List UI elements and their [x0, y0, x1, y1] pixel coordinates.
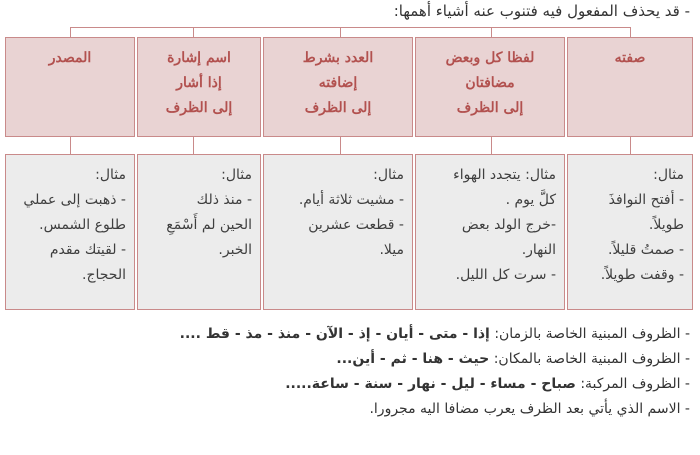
category-title-line: المصدر [48, 50, 92, 66]
notes-section [10, 322, 690, 422]
note-items: صباح - مساء - ليل - نهار - سنة - ساعة..... [285, 376, 576, 392]
example-box-sifa [567, 154, 693, 310]
example-line: - أفتح النوافذَ [608, 192, 684, 208]
example-line: مثال: [653, 167, 684, 183]
category-box-demonstrative [137, 37, 261, 137]
category-title-line: إلى الظرف [456, 100, 524, 116]
note-line [10, 347, 690, 372]
example-line: - ذهبت إلى عملي [23, 192, 126, 208]
example-line: كلَّ يوم . [505, 192, 556, 208]
example-line: - منذ ذلك [196, 192, 252, 208]
note-items: حيث - هنا - ثم - أين... [336, 351, 490, 367]
example-line: الحجاج. [82, 267, 126, 283]
note-label: - الاسم الذي يأتي بعد الظرف يعرب مضافا اليه مجرورا. [369, 401, 690, 417]
example-box-masdar [5, 154, 135, 310]
example-line: مثال: [373, 167, 404, 183]
example-box-demonstrative [137, 154, 261, 310]
category-box-sifa [567, 37, 693, 137]
intro-text: - قد يحذف المفعول فيه فتنوب عنه أشياء أهمها: [393, 2, 690, 20]
note-label: - الظروف المبنية الخاصة بالمكان: [493, 351, 690, 367]
category-title-line: صفته [614, 50, 646, 66]
example-line: - صمتُ قليلاً. [607, 242, 684, 258]
example-line: -خرج الولد بعض [461, 217, 556, 233]
top-connector-line [70, 27, 630, 28]
category-title-line: إذا أشار [176, 75, 222, 91]
category-title-line: العدد بشرط [302, 50, 374, 66]
example-line: ميلا. [379, 242, 404, 258]
example-line: مثال: يتجدد الهواء [453, 167, 556, 183]
example-line: الحين لم أَسْمَعِ [166, 217, 252, 233]
category-title-line: لفظا كل وبعض [445, 50, 535, 66]
category-title-line: مضافتان [465, 75, 515, 91]
category-title-line: إضافته [318, 75, 358, 91]
note-label: - الظروف المبنية الخاصة بالزمان: [494, 326, 690, 342]
category-title-line: إلى الظرف [165, 100, 233, 116]
note-line [10, 397, 690, 422]
example-line: مثال: [221, 167, 252, 183]
category-box-masdar [5, 37, 135, 137]
note-label: - الظروف المركبة: [580, 376, 690, 392]
example-box-number [263, 154, 413, 310]
category-title-line: إلى الظرف [304, 100, 372, 116]
example-line: - وقفت طويلاً. [600, 267, 684, 283]
note-items: إذا - متى - أيان - إذ - الآن - منذ - مذ - قط .... [179, 326, 490, 342]
note-line [10, 372, 690, 397]
category-box-kull-baad [415, 37, 565, 137]
example-line: - مشيت ثلاثة أيام. [298, 192, 404, 208]
example-line: - لقيتك مقدم [49, 242, 126, 258]
example-line: - قطعت عشرين [308, 217, 404, 233]
example-line: طويلاً. [648, 217, 684, 233]
note-line [10, 322, 690, 347]
category-title-line: اسم إشارة [167, 50, 231, 66]
example-line: مثال: [95, 167, 126, 183]
example-box-kull-baad [415, 154, 565, 310]
example-line: طلوع الشمس. [39, 217, 126, 233]
example-line: - سرت كل الليل. [455, 267, 556, 283]
example-line: النهار. [521, 242, 556, 258]
category-box-number [263, 37, 413, 137]
example-line: الخبر. [218, 242, 252, 258]
